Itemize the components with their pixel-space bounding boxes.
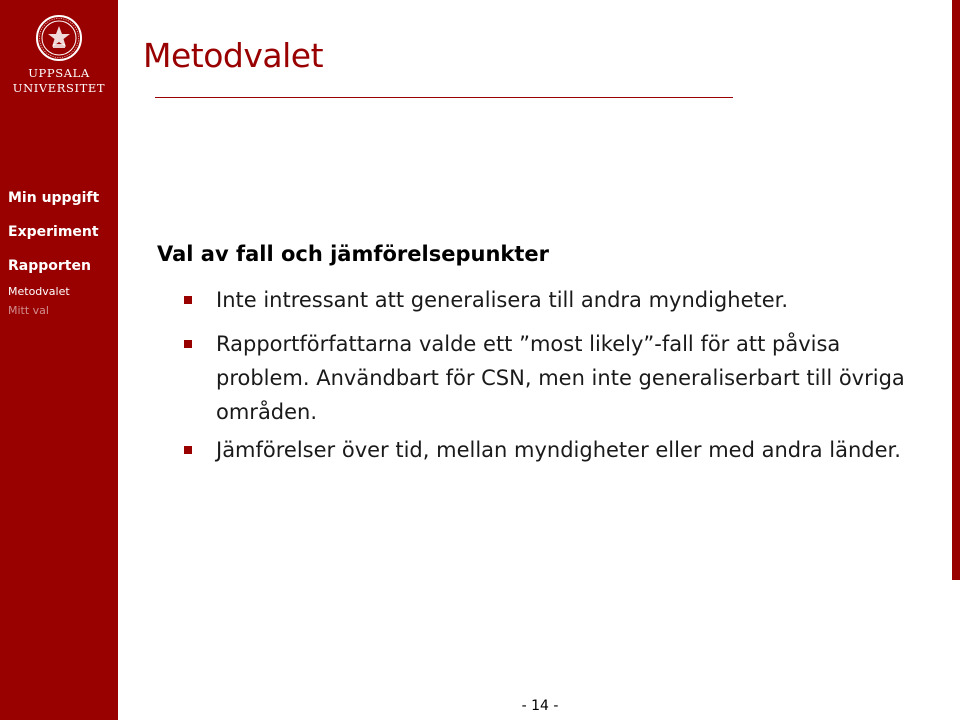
bullet-text: Rapportförfattarna valde ett ”most likely”-fall för att påvisa problem. Användbart för CSN, men inte generaliserbart till övriga områden.	[216, 332, 905, 424]
bullet-text: Jämförelser över tid, mellan myndigheter eller med andra länder.	[216, 438, 901, 462]
nav-section-experiment[interactable]: Experiment	[8, 224, 99, 240]
university-seal-icon	[35, 14, 83, 62]
logo-line-2: UNIVERSITET	[12, 81, 106, 95]
bullet-square-icon	[184, 340, 192, 348]
right-edge-bar	[952, 0, 960, 580]
page-number: - 14 -	[521, 698, 559, 714]
nav-section-min-uppgift[interactable]: Min uppgift	[8, 190, 100, 206]
bullet-square-icon	[184, 446, 192, 454]
nav-subsection-mitt-val[interactable]: Mitt val	[8, 304, 49, 317]
bullet-text: Inte intressant att generalisera till andra myndigheter.	[216, 288, 789, 312]
bullet-item	[184, 433, 924, 467]
slide-title: Metodvalet	[143, 36, 324, 75]
bullet-list	[184, 283, 924, 467]
bullet-square-icon	[184, 296, 192, 304]
nav-subsection-metodvalet[interactable]: Metodvalet	[8, 285, 70, 298]
title-divider	[155, 97, 733, 98]
sidebar	[0, 0, 118, 720]
section-navigation	[8, 188, 99, 322]
nav-section-rapporten[interactable]: Rapporten	[8, 258, 91, 274]
bullet-item	[184, 283, 924, 317]
bullet-item	[184, 327, 924, 429]
logo-line-1: UPPSALA	[28, 66, 90, 80]
university-logo[interactable]	[0, 14, 118, 96]
block-title: Val av fall och jämförelsepunkter	[157, 242, 549, 266]
